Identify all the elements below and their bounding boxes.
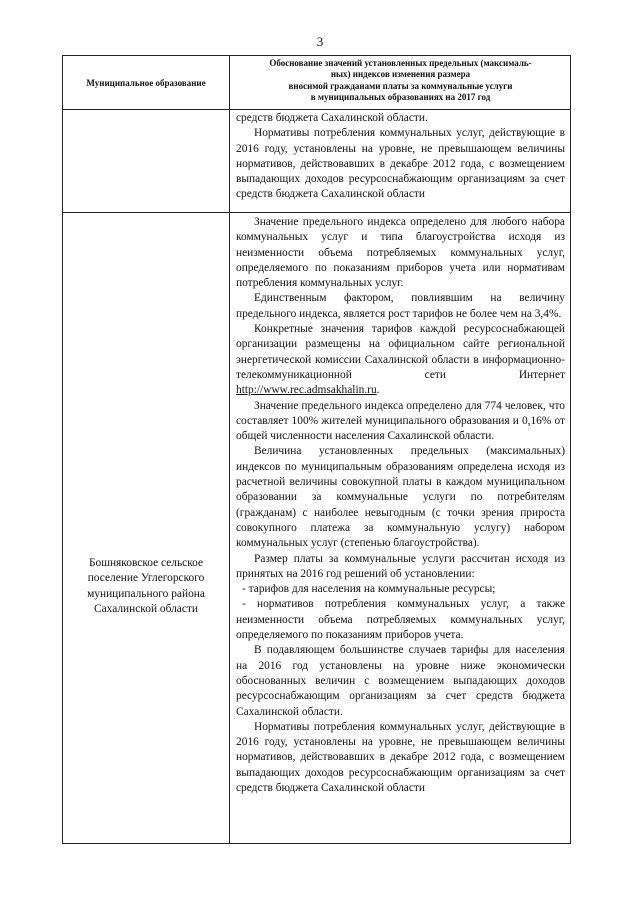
header-line: вносимой гражданами платы за коммунальные услуги: [288, 80, 513, 91]
paragraph-text: Конкретные значения тарифов каждой ресурсоснабжающей организации размещены на официальном сайте региональной энергетической комиссии Сахалинской области в информационно-телекоммуникационной сети Интернет: [236, 323, 565, 381]
row2-justification: [236, 215, 565, 796]
paragraph: Размер платы за коммунальные услуги рассчитан исходя из принятых на 2016 год решений об установлении:: [236, 552, 565, 580]
paragraph-end: .: [376, 384, 380, 397]
paragraph: средств бюджета Сахалинской области.: [236, 112, 428, 124]
paragraph: Значение предельного индекса определено для 774 человек, что составляет 100% жителей муниципального образования и 0,16% от общей численности населения Сахалинской области.: [236, 399, 565, 443]
paragraph: Величина установленных предельных (максимальных) индексов по муниципальным образованиям определена исходя из расчетной величины совокупной платы в каждом муниципальном образовании за коммунальные услуги по потребителям (гражданам) с наиболее невыгодным (с точки зрения прироста совокупного платежа за коммунальную услугу) набором коммунальных услуг (степенью благоустройства).: [236, 445, 565, 550]
header-line: Обоснование значений установленных предельных (максималь-: [269, 58, 532, 68]
row-divider: [63, 212, 570, 213]
column-divider: [229, 56, 230, 843]
paragraph: Единственным фактором, повлиявшим на величину предельного индекса, является рост тарифов не более чем на 3,4%.: [236, 292, 565, 320]
paragraph: Нормативы потребления коммунальных услуг, действующие в 2016 году, установлены на уровне, не превышающем величины нормативов, действовавших в декабре 2012 года, с возмещением выпадающих доходов ресурсоснабжающим организациям за счет средств бюджета Сахалинской области: [236, 720, 565, 794]
list-item: - тарифов для населения на коммунальные ресурсы;: [242, 583, 496, 596]
header-line: ных) индексов изменения размера: [330, 69, 471, 80]
paragraph: Нормативы потребления коммунальных услуг, действующие в 2016 году, установлены на уровне, не превышающем величины нормативов, действовавших в декабре 2012 года, с возмещением выпадающих доходов ресурсоснабжающим организациям за счет средств бюджета Сахалинской области: [236, 127, 565, 201]
list-item: - нормативов потребления коммунальных услуг, а также неизменности объема потребляемых коммунальных услуг, определяемого по показаниям приборов учета.: [236, 598, 565, 642]
rec-website-link[interactable]: http://www.rec.admsakhalin.ru: [236, 384, 377, 397]
header-divider: [63, 109, 570, 110]
page-number: 3: [316, 34, 324, 49]
justification-table: [62, 55, 571, 844]
header-line: в муниципальных образованиях на 2017 год: [310, 92, 491, 103]
row1-justification: [236, 111, 565, 203]
paragraph: Значение предельного индекса определено для любого набора коммунальных услуг и типа благоустройства исходя из неизменности объема потребляемых коммунальных услуг, определяемого по показаниям приборов учета или нормативам потребления коммунальных услуг.: [236, 216, 565, 290]
paragraph: [236, 322, 565, 398]
header-municipality: Муниципальное образование: [86, 77, 206, 88]
header-justification: [230, 58, 571, 104]
paragraph: В подавляющем большинстве случаев тарифы для населения на 2016 год установлены на уровне ниже экономически обоснованных величин с возмещением выпадающих доходов ресурсоснабжающим организациям за счет средств бюджета Сахалинской области.: [236, 644, 565, 718]
municipality-name: Бошняковское сельское поселение Углегорского муниципального района Сахалинской области: [87, 557, 205, 615]
